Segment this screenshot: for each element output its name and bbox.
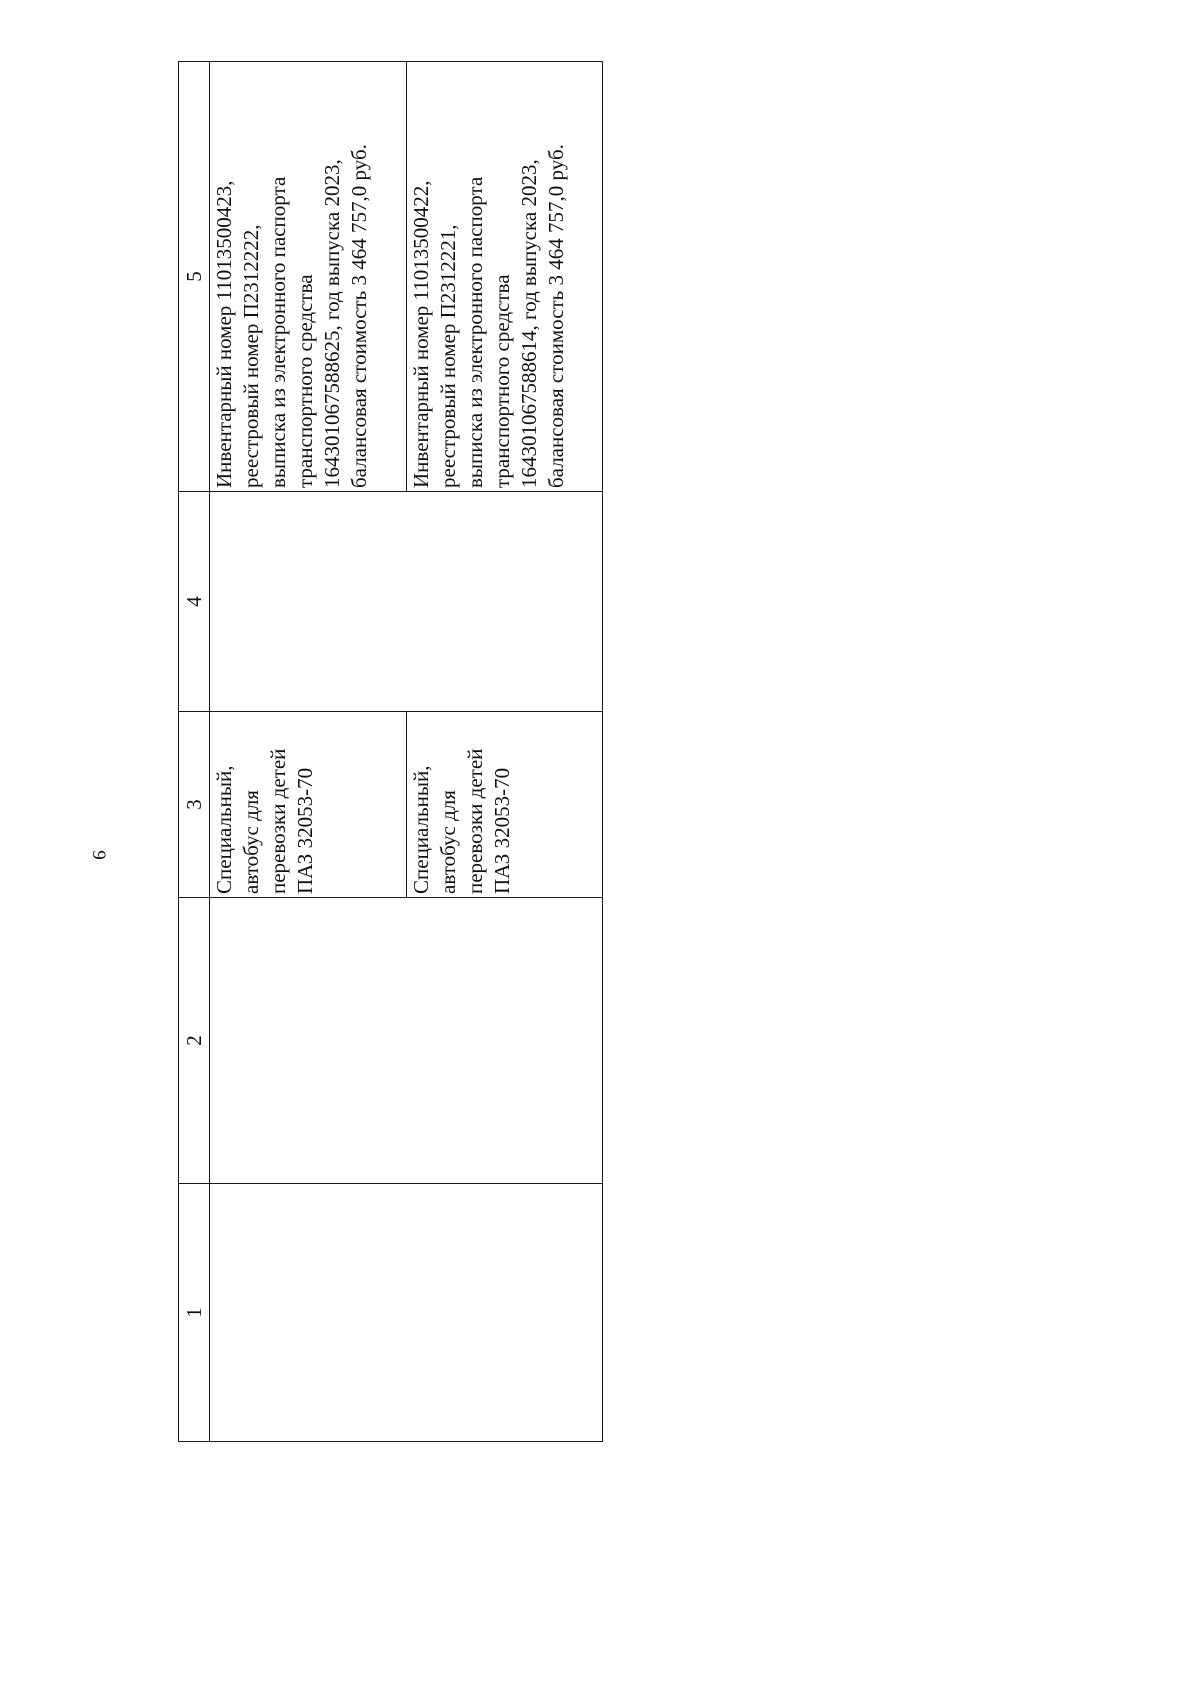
vehicle-details-line: реестровый номер П2312221,: [435, 224, 460, 488]
rotated-page-content: [178, 62, 603, 1442]
table-row: [210, 62, 407, 1442]
cell-col1-empty: [210, 1184, 603, 1442]
vehicle-name-line: перевозки детей: [266, 748, 290, 894]
vehicle-details-line: 164301067588625, год выпуска 2023,: [320, 159, 344, 488]
cell-col4-empty: [210, 492, 603, 712]
cell-col2-empty: [210, 898, 603, 1184]
vehicle-details-line: выписка из электронного паспорта: [266, 176, 290, 488]
column-header-3: 3: [179, 712, 210, 898]
vehicle-details-line: транспортного средства: [489, 274, 514, 488]
vehicle-name-line: автобус для: [239, 790, 263, 894]
column-header-1: 1: [179, 1184, 210, 1442]
vehicle-details-line: балансовая стоимость 3 464 757,0 руб.: [347, 144, 371, 488]
vehicle-name-line: Специальный,: [212, 765, 236, 894]
vehicle-name-line: перевозки детей: [462, 748, 487, 894]
vehicle-details-line: транспортного средства: [293, 274, 317, 488]
column-header-5: 5: [179, 62, 210, 492]
vehicle-details-line: 164301067588614, год выпуска 2023,: [516, 159, 541, 488]
property-table: [178, 61, 603, 1442]
vehicle-details-line: Инвентарный номер 11013500423,: [212, 180, 236, 488]
vehicle-details-line: Инвентарный номер 11013500422,: [408, 180, 433, 488]
page-number: 9: [88, 850, 109, 860]
column-header-4: 4: [179, 492, 210, 712]
vehicle-name-line: Специальный,: [408, 765, 433, 894]
vehicle-details-line: реестровый номер П2312222,: [239, 224, 263, 488]
vehicle-name-cell: [210, 712, 407, 898]
table-header-row: [179, 62, 210, 1442]
vehicle-details-cell: [406, 62, 603, 492]
vehicle-name-line: ПАЗ 32053-70: [489, 767, 514, 894]
vehicle-name-cell: [406, 712, 603, 898]
vehicle-name-line: ПАЗ 32053-70: [293, 767, 317, 894]
vehicle-details-line: выписка из электронного паспорта: [462, 176, 487, 488]
vehicle-details-cell: [210, 62, 407, 492]
vehicle-details-line: балансовая стоимость 3 464 757,0 руб.: [543, 144, 568, 488]
vehicle-name-line: автобус для: [435, 790, 460, 894]
column-header-2: 2: [179, 898, 210, 1184]
